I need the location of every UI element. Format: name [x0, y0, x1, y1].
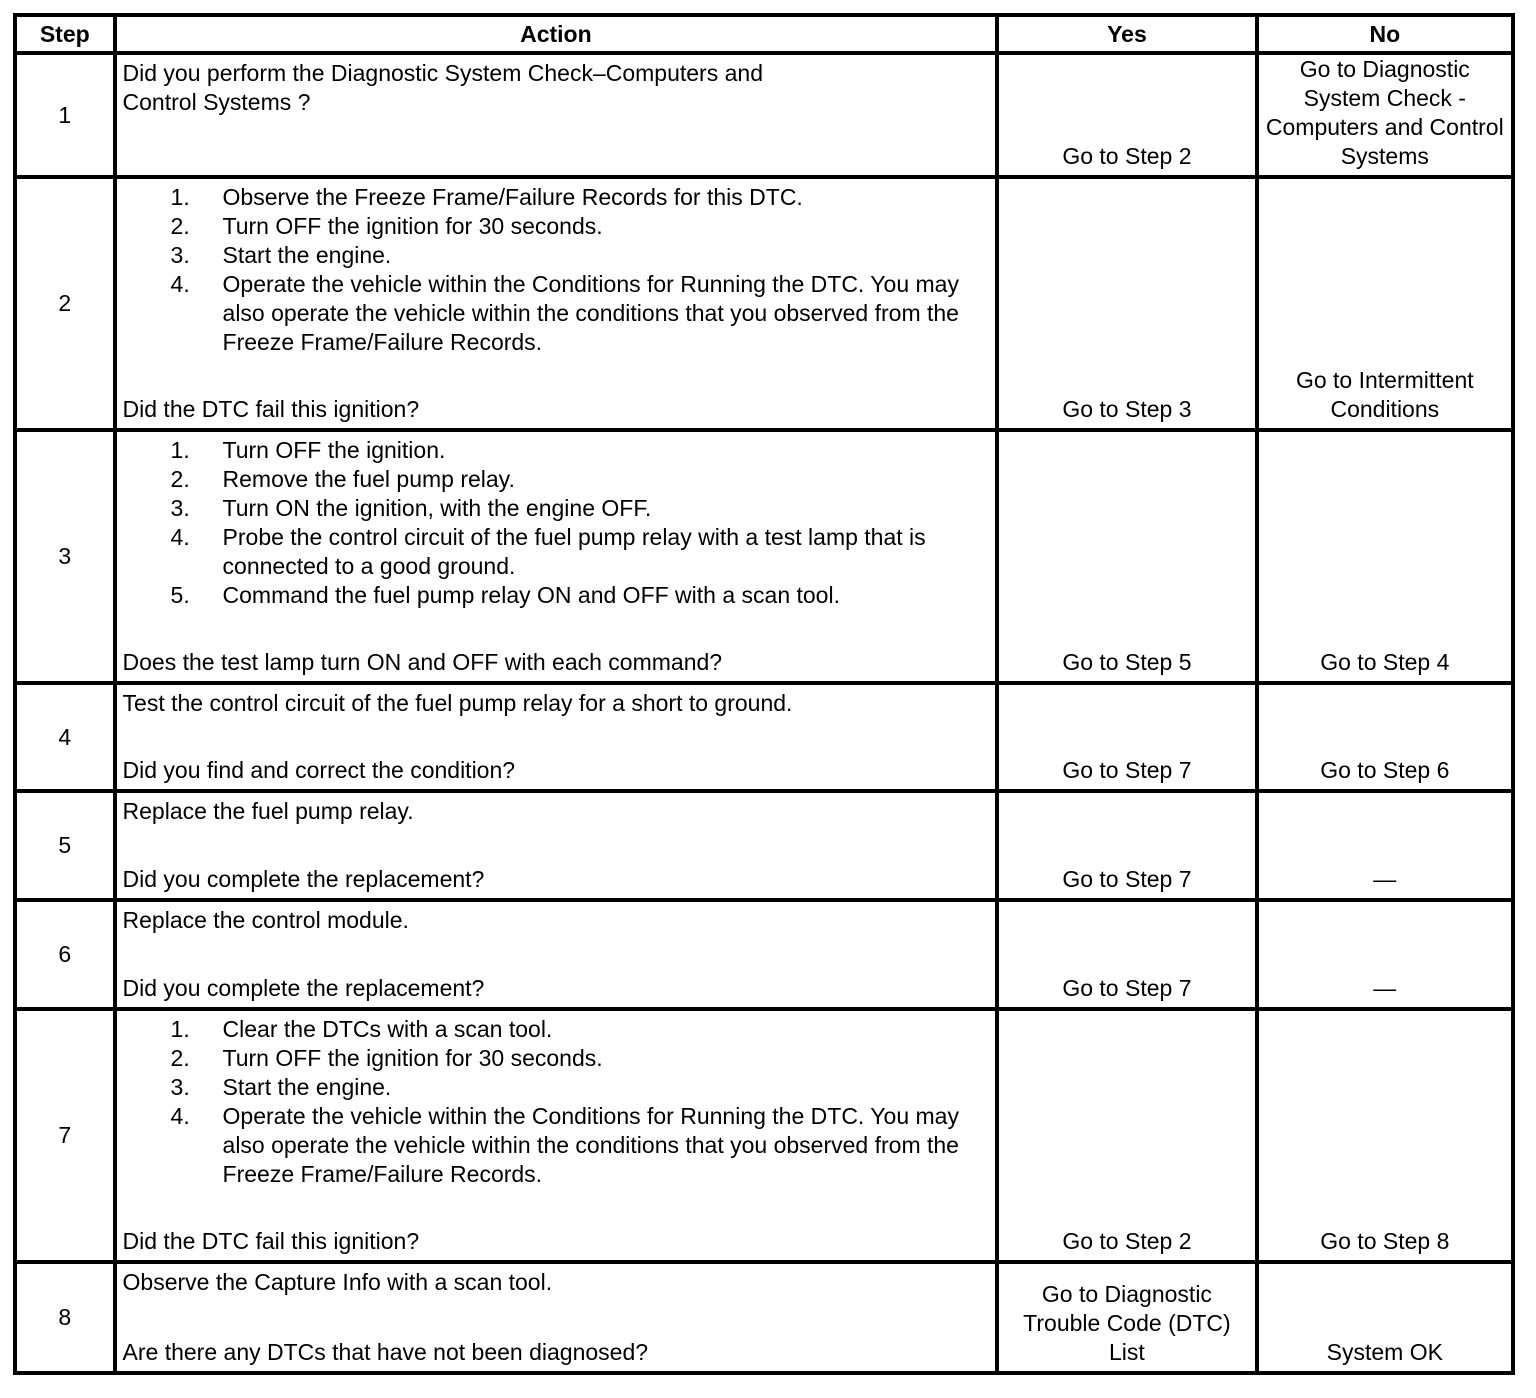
substep-item	[171, 183, 990, 212]
substep-number: 4.	[170, 524, 190, 550]
substep-text: Command the fuel pump relay ON and OFF with a scan tool.	[222, 582, 840, 608]
table-row	[15, 177, 1513, 430]
step-number: 5	[15, 791, 115, 900]
substep-text: Operate the vehicle within the Conditions for Running the DTC. You may also operate the vehicle within the conditions that you observed from the Freeze Frame/Failure Records.	[222, 271, 959, 355]
step-number: 6	[15, 900, 115, 1009]
action-instruction: Did you perform the Diagnostic System Check–Computers and Control Systems ?	[122, 60, 763, 115]
action-cell	[115, 1009, 998, 1262]
no-result: Go to Intermittent Conditions	[1295, 367, 1474, 422]
no-cell	[1257, 683, 1513, 791]
action-question: Did the DTC fail this ignition?	[122, 1228, 420, 1254]
yes-cell	[997, 430, 1256, 683]
table-row	[15, 53, 1513, 177]
action-question: Are there any DTCs that have not been diagnosed?	[122, 1339, 649, 1365]
no-cell	[1257, 430, 1513, 683]
yes-cell	[997, 791, 1256, 900]
substep-text: Clear the DTCs with a scan tool.	[222, 1016, 553, 1042]
yes-result: Go to Step 2	[1062, 1228, 1192, 1254]
substep-item	[171, 270, 990, 357]
no-result: Go to Step 4	[1320, 649, 1450, 675]
action-question: Did the DTC fail this ignition?	[122, 396, 420, 422]
yes-result: Go to Step 7	[1062, 757, 1192, 783]
substep-number: 5.	[170, 582, 190, 608]
substep-item	[171, 1102, 990, 1189]
yes-result: Go to Step 7	[1062, 975, 1192, 1001]
substep-item	[171, 523, 990, 581]
yes-cell	[997, 900, 1256, 1009]
substep-number: 2.	[170, 213, 190, 239]
no-cell	[1257, 1009, 1513, 1262]
substep-number: 1.	[170, 437, 190, 463]
table-row	[15, 1262, 1513, 1373]
header-action: Action	[115, 15, 998, 53]
table-row	[15, 683, 1513, 791]
substep-item	[171, 465, 990, 494]
step-number: 4	[15, 683, 115, 791]
substep-number: 3.	[170, 495, 190, 521]
diagnostic-table	[13, 13, 1515, 1375]
yes-cell	[997, 177, 1256, 430]
substep-text: Turn ON the ignition, with the engine OFF.	[222, 495, 652, 521]
no-result: —	[1373, 866, 1397, 892]
action-cell	[115, 683, 998, 791]
action-cell	[115, 900, 998, 1009]
action-instruction: Replace the control module.	[122, 907, 409, 933]
substep-item	[171, 241, 990, 270]
yes-result: Go to Diagnostic Trouble Code (DTC) List	[1023, 1281, 1231, 1365]
step-number: 1	[15, 53, 115, 177]
substep-item	[171, 494, 990, 523]
no-result: System OK	[1326, 1339, 1443, 1365]
yes-cell	[997, 1262, 1256, 1373]
action-question: Did you complete the replacement?	[122, 975, 485, 1001]
substep-text: Turn OFF the ignition for 30 seconds.	[222, 213, 603, 239]
substep-number: 1.	[170, 1016, 190, 1042]
diagnostic-table-page	[13, 13, 1515, 1385]
substep-text: Start the engine.	[222, 1074, 392, 1100]
substep-item	[171, 1073, 990, 1102]
yes-result: Go to Step 5	[1062, 649, 1192, 675]
yes-cell	[997, 683, 1256, 791]
table-row	[15, 430, 1513, 683]
action-cell	[115, 53, 998, 177]
table-row	[15, 900, 1513, 1009]
substep-number: 3.	[170, 242, 190, 268]
substep-number: 2.	[170, 466, 190, 492]
action-substeps	[123, 1015, 990, 1189]
substep-text: Probe the control circuit of the fuel pump relay with a test lamp that is connected to a good ground.	[222, 524, 926, 579]
no-cell	[1257, 177, 1513, 430]
action-cell	[115, 1262, 998, 1373]
action-question: Does the test lamp turn ON and OFF with each command?	[122, 649, 723, 675]
action-cell	[115, 177, 998, 430]
yes-result: Go to Step 7	[1062, 866, 1192, 892]
substep-text: Turn OFF the ignition for 30 seconds.	[222, 1045, 603, 1071]
substep-item	[171, 1044, 990, 1073]
substep-number: 1.	[170, 184, 190, 210]
table-row	[15, 791, 1513, 900]
action-instruction: Observe the Capture Info with a scan tool.	[122, 1269, 553, 1295]
no-result: —	[1373, 975, 1397, 1001]
action-question: Did you complete the replacement?	[122, 866, 485, 892]
no-cell	[1257, 900, 1513, 1009]
yes-cell	[997, 1009, 1256, 1262]
substep-item	[171, 212, 990, 241]
yes-cell	[997, 53, 1256, 177]
substep-item	[171, 1015, 990, 1044]
substep-item	[171, 436, 990, 465]
action-cell	[115, 791, 998, 900]
substep-text: Remove the fuel pump relay.	[222, 466, 515, 492]
substep-number: 2.	[170, 1045, 190, 1071]
action-cell	[115, 430, 998, 683]
action-question: Did you find and correct the condition?	[122, 757, 516, 783]
action-substeps	[123, 436, 990, 610]
no-cell	[1257, 1262, 1513, 1373]
substep-text: Observe the Freeze Frame/Failure Records for this DTC.	[222, 184, 803, 210]
step-number: 2	[15, 177, 115, 430]
yes-result: Go to Step 2	[1062, 143, 1192, 169]
substep-number: 4.	[170, 1103, 190, 1129]
table-body	[15, 53, 1513, 1373]
substep-text: Start the engine.	[222, 242, 392, 268]
step-number: 7	[15, 1009, 115, 1262]
no-result: Go to Step 8	[1320, 1228, 1450, 1254]
no-result: Go to Diagnostic System Check - Computers and Control Systems	[1265, 56, 1504, 169]
no-result: Go to Step 6	[1320, 757, 1450, 783]
table-row	[15, 1009, 1513, 1262]
action-instruction: Replace the fuel pump relay.	[122, 798, 414, 824]
substep-text: Turn OFF the ignition.	[222, 437, 446, 463]
no-cell	[1257, 53, 1513, 177]
step-number: 3	[15, 430, 115, 683]
header-yes: Yes	[997, 15, 1256, 53]
header-row	[15, 15, 1513, 53]
header-step: Step	[15, 15, 115, 53]
substep-item	[171, 581, 990, 610]
substep-number: 4.	[170, 271, 190, 297]
header-no: No	[1257, 15, 1513, 53]
step-number: 8	[15, 1262, 115, 1373]
substep-number: 3.	[170, 1074, 190, 1100]
no-cell	[1257, 791, 1513, 900]
action-substeps	[123, 183, 990, 357]
yes-result: Go to Step 3	[1062, 396, 1192, 422]
substep-text: Operate the vehicle within the Conditions for Running the DTC. You may also operate the vehicle within the conditions that you observed from the Freeze Frame/Failure Records.	[222, 1103, 959, 1187]
action-instruction: Test the control circuit of the fuel pump relay for a short to ground.	[122, 690, 793, 716]
